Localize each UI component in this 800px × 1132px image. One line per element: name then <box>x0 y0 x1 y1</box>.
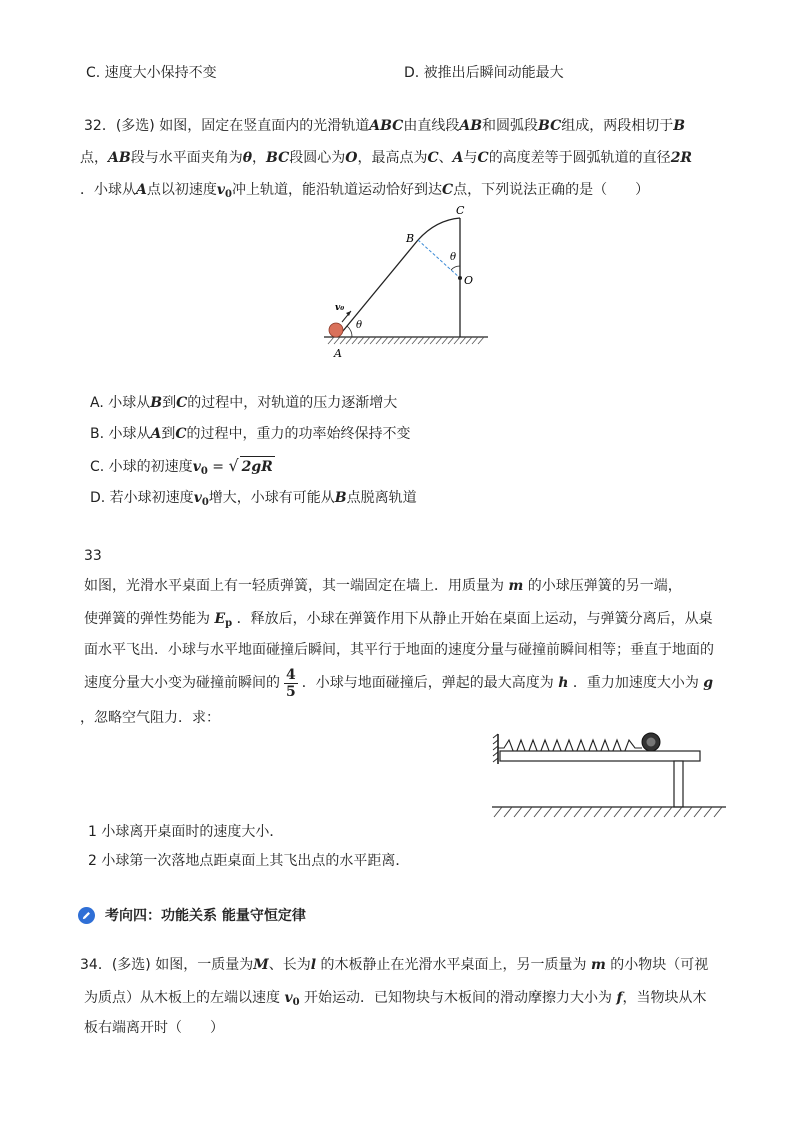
ball <box>329 323 343 337</box>
q32-option-a[interactable]: A. 小球从B到C的过程中，对轨道的压力逐渐增大 <box>90 395 398 411</box>
math-C: C <box>427 150 439 166</box>
label-B: B <box>406 232 415 245</box>
math-AB: AB <box>459 118 483 134</box>
q32-text: ， <box>252 150 267 166</box>
label-theta-top: θ <box>450 252 457 263</box>
q32-text: 和圆弧段 <box>482 118 539 134</box>
q32-option-b[interactable]: B. 小球从A到C的过程中，重力的功率始终保持不变 <box>90 426 411 442</box>
q32-text: 与 <box>463 150 478 166</box>
option-c-prev: C. 速度大小保持不变 <box>86 65 217 81</box>
q32-number: 32． <box>84 118 116 134</box>
math-C: C <box>477 150 489 166</box>
q32-text: 、 <box>438 150 453 166</box>
math-BC: BC <box>538 118 562 134</box>
q33-line-3: 面水平飞出．小球与水平地面碰撞后瞬间，其平行于地面的速度分量与碰撞前瞬间相等；垂直于地面的 <box>84 642 714 658</box>
math-O: O <box>345 150 358 166</box>
option-d-prev: D. 被推出后瞬间动能最大 <box>404 65 564 81</box>
math-ABC: ABC <box>369 118 404 134</box>
label-O: O <box>464 274 474 287</box>
section-heading <box>78 905 306 925</box>
math-theta: θ <box>242 150 253 166</box>
math-v0: $v_0$ <box>216 182 232 200</box>
q32-text: 的高度差等于圆弧轨道的直径 <box>488 150 671 166</box>
track-BC <box>418 218 460 240</box>
q34-line-1: 34．(多选) 如图，一质量为M、长为l 的木板静止在光滑水平桌面上，另一质量为 m 的小物块（可视 <box>80 957 709 973</box>
table-leg <box>674 761 683 807</box>
q32-figure <box>318 200 498 362</box>
math-A: A <box>452 150 464 166</box>
q32-option-c[interactable]: C. 小球的初速度$v_0$ = √ 2gR <box>90 456 273 477</box>
q32-text: 由直线段 <box>403 118 460 134</box>
label-A: A <box>334 347 342 360</box>
q32-tag: (多选) <box>115 118 155 134</box>
q32-text: ，最高点为 <box>357 150 428 166</box>
q32-text: 点，下列说法正确的是（ ） <box>453 182 650 198</box>
math-AB: AB <box>108 150 131 166</box>
label-theta-bottom: θ <box>356 320 363 331</box>
q32-line-1 <box>84 116 685 136</box>
math-A: A <box>136 182 147 198</box>
q34-line-2: 为质点）从木板上的左端以速度 $v_0$ 开始运动．已知物块与木板间的滑动摩擦力大小为 f，当物块从木 <box>84 990 707 1008</box>
label-v0: v₀ <box>335 303 345 313</box>
q33-sub-2: 2 小球第一次落地点距桌面上其飞出点的水平距离． <box>88 853 410 869</box>
q32-text: 组成，两段相切于 <box>561 118 674 134</box>
q33-line-1: 如图，光滑水平桌面上有一轻质弹簧，其一端固定在墙上．用质量为 m 的小球压弹簧的另一端， <box>84 578 682 594</box>
ground-hatch <box>328 337 484 344</box>
math-C: C <box>441 182 454 198</box>
q32-text: ．小球从 <box>80 182 136 198</box>
pencil-icon <box>78 907 95 924</box>
q32-line-3 <box>80 180 649 202</box>
section-title: 考向四：功能关系 能量守恒定律 <box>105 908 306 924</box>
math-B: B <box>673 118 686 134</box>
q33-line-2: 使弹簧的弹性势能为 $E_p$ ．释放后，小球在弹簧作用下从静止开始在桌面上运动，与弹簧分离后，从桌 <box>84 611 713 629</box>
q32-text: 点， <box>80 150 108 166</box>
q34-line-3: 板右端离开时（ ） <box>84 1020 224 1036</box>
q33-number: 33 <box>84 548 102 564</box>
center-O <box>458 276 462 280</box>
label-C: C <box>456 204 465 217</box>
q32-text: 段与水平面夹角为 <box>130 150 243 166</box>
q33-sub-1: 1 小球离开桌面时的速度大小． <box>88 824 284 840</box>
q32-text: 点以初速度 <box>146 182 217 198</box>
table-top <box>500 751 700 761</box>
q33-figure <box>490 726 730 822</box>
math-BC: BC <box>266 150 290 166</box>
q32-option-d[interactable]: D. 若小球初速度$v_0$增大，小球有可能从B点脱离轨道 <box>90 490 417 508</box>
fraction-4-5: $\frac{4}{5}$ <box>286 666 296 700</box>
q32-text: 段圆心为 <box>289 150 346 166</box>
q33-line-4: 速度分量大小变为碰撞前瞬间的 $\frac{4}{5}$ ．小球与地面碰撞后，弹起的最大高度为 h ．重力加速度大小为 g <box>84 666 714 700</box>
q32-line-2 <box>80 148 692 168</box>
track-AB <box>338 240 418 337</box>
q32-text: 冲上轨道，能沿轨道运动恰好到达 <box>231 182 442 198</box>
math-2R: 2R <box>670 150 693 166</box>
q32-text: 如图，固定在竖直面内的光滑轨道 <box>159 118 370 134</box>
q33-line-5: ，忽略空气阻力．求： <box>80 710 220 726</box>
